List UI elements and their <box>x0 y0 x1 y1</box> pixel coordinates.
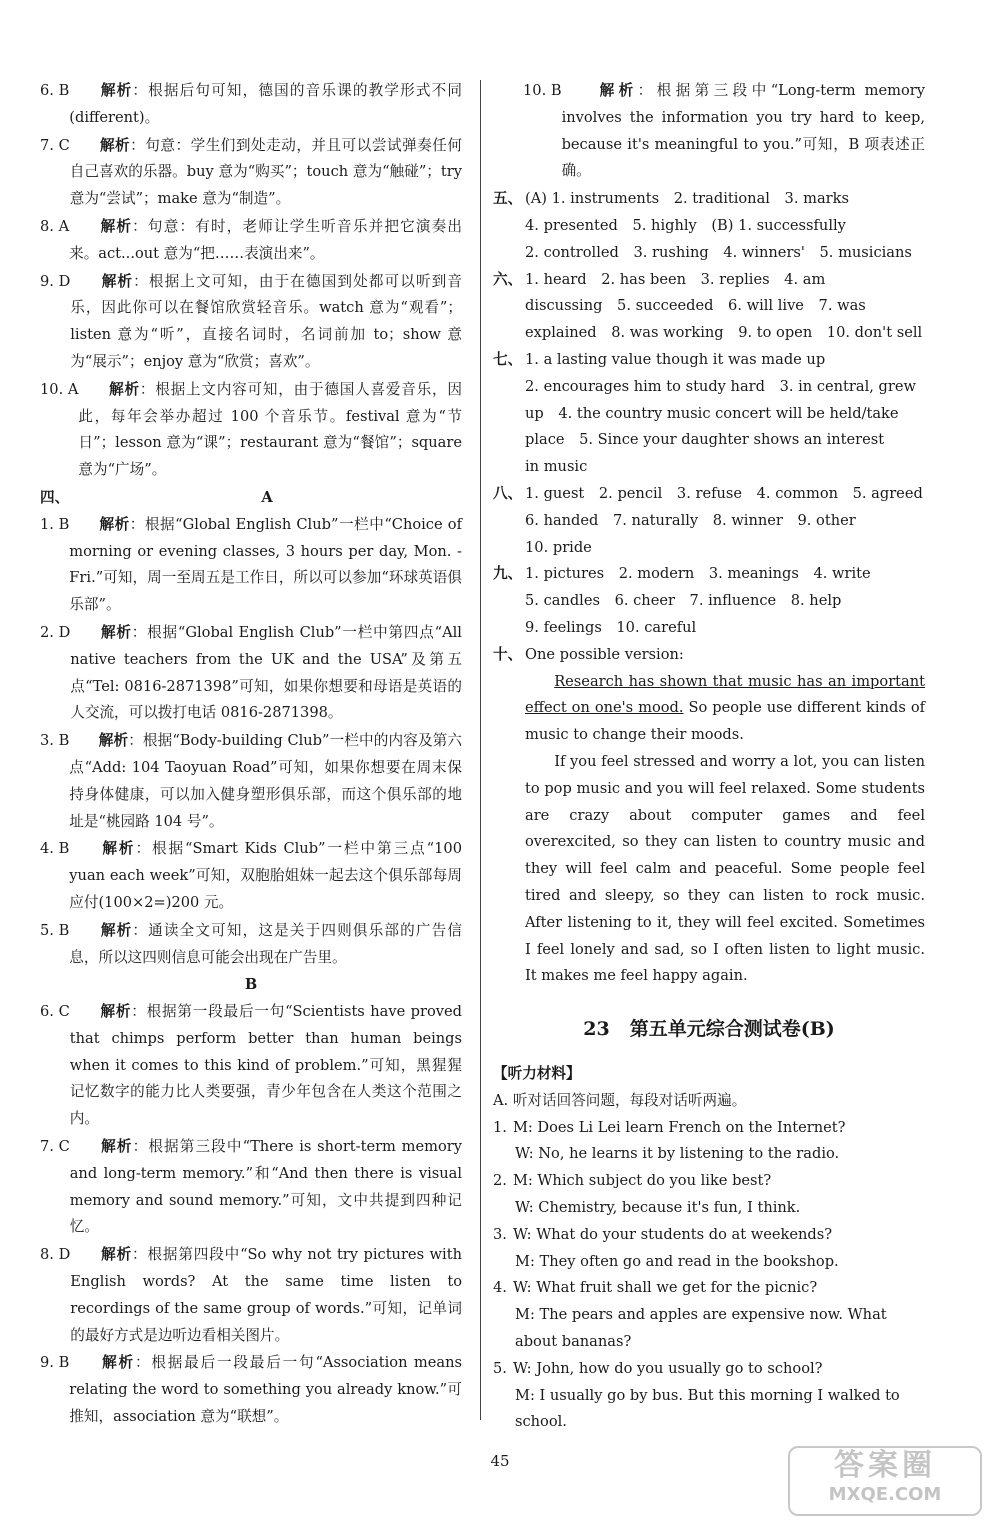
watermark-logo: 答案圈 MXQE.COM <box>788 1446 982 1516</box>
dialogue-question: 3. W: What do your students do at weekends? <box>493 1225 833 1243</box>
answer-section <box>493 347 925 481</box>
answer-explanation: 解析：根据“Body-building Club”一栏中的内容及第六点“Add: 104 Taoyuan Road”可知，如果你想要在周末保持身体健康，可以加入健身塑形俱乐部，而这个俱乐部的地址是“桃园路 104 号”。 <box>69 732 462 830</box>
answer-number: 5. B <box>40 921 70 939</box>
answer-item <box>40 1242 462 1349</box>
answer-number: 8. D <box>40 1246 71 1264</box>
answer-line: 1. heard 2. has been 3. replies 4. am <box>525 270 826 288</box>
answer-item <box>40 728 462 835</box>
answer-line: place 5. Since your daughter shows an interest <box>525 431 885 449</box>
answer-line: 6. handed 7. naturally 8. winner 9. other <box>525 511 856 529</box>
answer-line: 2. encourages him to study hard 3. in central, grew <box>525 377 916 395</box>
answer-item <box>40 999 462 1133</box>
listening-header: 【听力材料】 <box>493 1065 581 1083</box>
answer-explanation: 解析：通读全文可知，这是关于四则俱乐部的广告信息，所以这四则信息可能会出现在广告里。 <box>69 921 462 966</box>
dialogue-answer: W: No, he learns it by listening to the radio. <box>515 1145 840 1163</box>
answer-line: explained 8. was working 9. to open 10. don't sell <box>525 324 923 342</box>
page-number: 45 <box>490 1452 510 1470</box>
section-label: 五、 <box>493 190 523 208</box>
dialogue <box>493 1222 925 1276</box>
answer-line: 10. pride <box>525 538 592 556</box>
answer-section <box>493 561 925 641</box>
section-four <box>40 485 462 512</box>
answer-number: 10. B <box>523 82 562 99</box>
answer-line: up 4. the country music concert will be held/take <box>525 404 899 422</box>
subsection-b-heading: B <box>244 976 258 994</box>
answer-explanation: 解析：根据第四段中“So why not try pictures with English words? At the same time listen to recordings of the same group of words.”可知，记单词的最好方式是边听边看相关图片。 <box>70 1246 462 1344</box>
dialogue-question: 5. W: John, how do you usually go to school? <box>493 1359 823 1377</box>
dialogue <box>493 1115 925 1169</box>
answer-number: 8. A <box>40 217 70 235</box>
answer-item <box>493 78 925 185</box>
answer-item <box>40 269 462 376</box>
answer-explanation: 解析：根据上文可知，由于在德国到处都可以听到音乐，因此你可以在餐馆欣赏轻音乐。watch 意为“观看”；listen 意为“听”，直接名词时，名词前加 to；show 意为“展示”；enjoy 意为“欣赏；喜欢”。 <box>70 272 462 370</box>
answer-item <box>40 377 462 484</box>
dialogue-answer: M: They often go and read in the bookshop. <box>515 1252 839 1270</box>
dialogue-answer: W: Chemistry, because it's fun, I think. <box>515 1199 801 1217</box>
answer-line: 1. guest 2. pencil 3. refuse 4. common 5. agreed <box>525 484 923 502</box>
listening-instruction: A. 听对话回答问题，每段对话听两遍。 <box>493 1091 747 1109</box>
answer-section <box>493 481 925 561</box>
right-column <box>493 78 925 1436</box>
answer-line: 1. pictures 2. modern 3. meanings 4. write <box>525 565 871 583</box>
test-title-text: 第五单元综合测试卷(B) <box>629 1018 835 1041</box>
answer-line: 1. a lasting value though it was made up <box>525 350 826 368</box>
dialogue <box>493 1168 925 1222</box>
answer-item <box>40 1350 462 1430</box>
section-ten <box>493 642 925 990</box>
answer-explanation: 解析：句意：学生们到处走动，并且可以尝试弹奏任何自己喜欢的乐器。buy 意为“购买”；touch 意为“触碰”；try 意为“尝试”；make 意为“制造”。 <box>69 136 462 208</box>
section-label: 九、 <box>493 565 523 583</box>
answer-number: 10. A <box>40 380 79 398</box>
answer-number: 7. C <box>40 136 70 154</box>
answer-number: 6. B <box>40 82 70 99</box>
answer-explanation: 解析：根据“Global English Club”一栏中第四点“All native teachers from the UK and the USA”及第五点“Tel: 0816-2871398”可知，如果你想要和母语是英语的人交流，可以拨打电话 0816-2871398。 <box>70 623 462 722</box>
answer-item <box>40 1134 462 1241</box>
dialogue <box>493 1275 925 1355</box>
answer-item <box>40 512 462 619</box>
answer-item <box>40 78 462 132</box>
answer-explanation: 解析：根据第一段最后一句“Scientists have proved that chimps perform better than human beings when it comes to this kind of problem.”可知，黑猩猩记忆数字的能力比人类要强，青少年包含在人类这个范围之内。 <box>69 1003 462 1128</box>
essay-paragraph-1: Research has shown that music has an important effect on one's mood. So people use different kinds of music to change their moods. <box>525 672 926 744</box>
answer-explanation: 解析：根据第三段中“Long-term memory involves the information you try hard to keep, because it's meaningful to you.”可知，B 项表述正确。 <box>561 82 925 180</box>
section-label: 七、 <box>493 350 523 368</box>
answer-explanation: 解析：句意：有时，老师让学生听音乐并把它演奏出来。act...out 意为“把……表演出来”。 <box>69 217 462 262</box>
answer-explanation: 解析：根据最后一段最后一句“Association means relating the word to something you already know.”可推知，association 意为“联想”。 <box>69 1354 462 1426</box>
answer-section <box>493 267 925 347</box>
subsection-a-heading: A <box>261 488 273 506</box>
answer-number: 2. D <box>40 623 71 641</box>
answer-line: 2. controlled 3. rushing 4. winners' 5. musicians <box>525 243 912 261</box>
answer-line: in music <box>525 458 588 476</box>
answer-number: 4. B <box>40 840 70 858</box>
answer-line: 4. presented 5. highly (B) 1. successfully <box>525 216 846 234</box>
section-label: 四、 <box>40 488 70 506</box>
test-number: 23 <box>583 1018 610 1041</box>
answer-number: 7. C <box>40 1138 70 1156</box>
left-column <box>40 78 462 1432</box>
answer-item <box>40 133 462 213</box>
answer-explanation: 解析：根据上文内容可知，由于德国人喜爱音乐，因此，每年会举办超过 100 个音乐节。festival 意为“节日”；lesson 意为“课”；restaurant 意为“餐馆”；square 意为“广场”。 <box>78 380 462 479</box>
answer-explanation: 解析：根据第三段中“There is short-term memory and long-term memory.”和“And then there is visual memory and sound memory.”可知，文中共提到四种记忆。 <box>69 1138 462 1236</box>
answer-line: (A) 1. instruments 2. traditional 3. marks <box>525 190 849 208</box>
answer-item <box>40 620 462 727</box>
answer-number: 9. D <box>40 272 71 290</box>
answer-section <box>493 186 925 266</box>
answer-item <box>40 918 462 972</box>
answer-number: 1. B <box>40 515 70 533</box>
answer-item <box>40 214 462 268</box>
section-label: 六、 <box>493 270 523 288</box>
answer-line: discussing 5. succeeded 6. will live 7. was <box>525 297 866 315</box>
essay-topic-sentence: Research has shown that music has an important effect on one's mood. <box>525 672 925 717</box>
section-label: 十、 <box>493 645 523 663</box>
answer-number: 9. B <box>40 1354 70 1372</box>
section-label: 八、 <box>493 484 523 502</box>
answer-explanation: 解析：根据“Smart Kids Club”一栏中第三点“100 yuan each week”可知，双胞胎姐妹一起去这个俱乐部每周应付(100×2=)200 元。 <box>69 840 462 911</box>
column-divider <box>480 80 481 1420</box>
essay-paragraph-2: If you feel stressed and worry a lot, you can listen to pop music and you will feel relaxed. Some students are crazy about computer games and feel overexcited, so they can listen to country music and they will feel calm and peaceful. Some people feel tired and sleepy, so they can listen to rock music. After listening to it, they will feel excited. Sometimes I feel lonely and sad, so I often listen to light music. It makes me feel happy again. <box>525 752 925 985</box>
test-title <box>493 1014 925 1041</box>
answer-explanation: 解析：根据后句可知，德国的音乐课的教学形式不同(different)。 <box>69 82 462 126</box>
answer-item <box>40 836 462 916</box>
essay-intro: One possible version: <box>525 645 684 663</box>
dialogue-answer: M: I usually go by bus. But this morning I walked to school. <box>515 1386 900 1431</box>
dialogue-answer: M: The pears and apples are expensive now. What about bananas? <box>515 1306 887 1351</box>
answer-number: 3. B <box>40 732 70 750</box>
answer-line: 9. feelings 10. careful <box>525 618 697 636</box>
answer-number: 6. C <box>40 1003 70 1021</box>
dialogue-question: 4. W: What fruit shall we get for the picnic? <box>493 1279 818 1297</box>
dialogue-question: 2. M: Which subject do you like best? <box>493 1172 772 1190</box>
dialogue <box>493 1356 925 1436</box>
dialogue-question: 1. M: Does Li Lei learn French on the Internet? <box>493 1118 846 1136</box>
answer-line: 5. candles 6. cheer 7. influence 8. help <box>525 592 842 610</box>
answer-explanation: 解析：根据“Global English Club”一栏中“Choice of morning or evening classes, 3 hours per day, Mon. -Fri.”可知，周一至周五是工作日，所以可以参加“环球英语俱乐部”。 <box>69 515 462 614</box>
